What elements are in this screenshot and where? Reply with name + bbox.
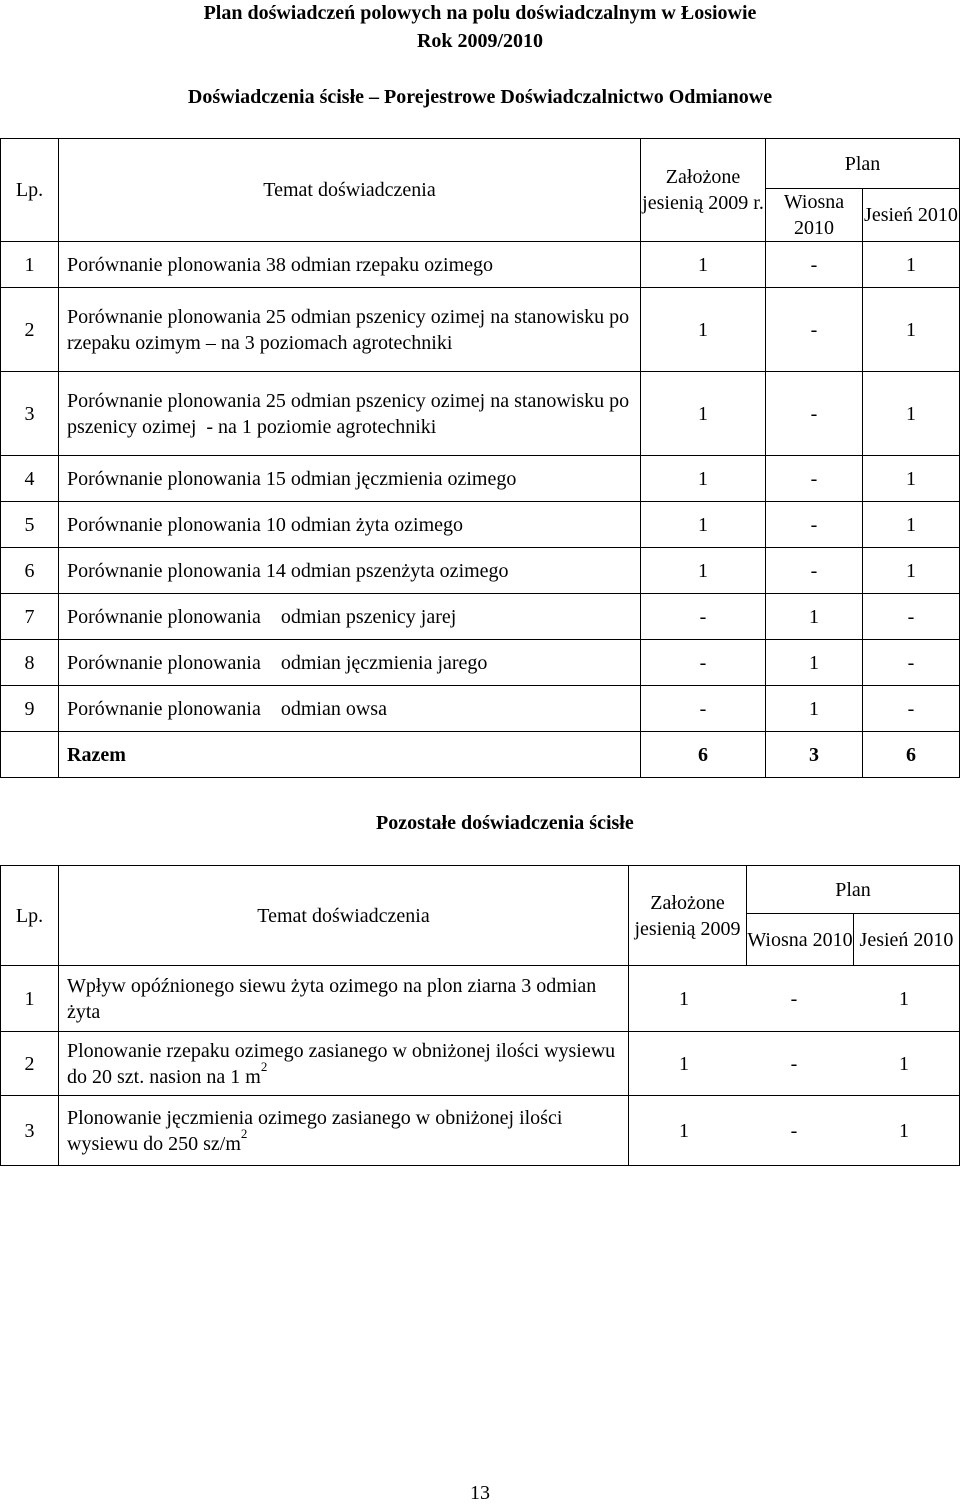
table-header-row (1, 139, 960, 189)
row-jesien: 1 (863, 502, 960, 548)
row2-jesien: 1 (898, 987, 909, 1010)
header2-wiosna: Wiosna 2010 (747, 914, 854, 966)
row-topic: Porównanie plonowania 38 odmian rzepaku ozimego (59, 242, 641, 288)
total-row (1, 732, 960, 778)
table-row (1, 640, 960, 686)
row-topic: Porównanie plonowania odmian owsa (59, 686, 641, 732)
row-wiosna: 1 (766, 640, 863, 686)
header-plan: Plan (766, 139, 960, 189)
row2-zalozone: 1 (678, 1119, 689, 1142)
header-wiosna: Wiosna 2010 (766, 189, 863, 242)
row2-topic: Plonowanie rzepaku ozimego zasianego w obniżonej ilości wysiewu do 20 szt. nasion na 1 m (67, 1039, 616, 1088)
table2-row (1, 1096, 960, 1166)
row2-topic: Plonowanie jęczmienia ozimego zasianego w obniżonej ilości wysiewu do 250 sz/m (67, 1106, 563, 1155)
row-jesien: - (863, 640, 960, 686)
row-lp: 2 (1, 288, 59, 372)
row-lp: 1 (1, 242, 59, 288)
row-jesien: - (863, 594, 960, 640)
row-topic: Porównanie plonowania 25 odmian pszenicy ozimej na stanowisku po pszenicy ozimej - na 1 poziomie agrotechniki (59, 372, 641, 456)
row-wiosna: - (766, 242, 863, 288)
row-zalozone: 1 (641, 242, 766, 288)
row-zalozone: - (641, 686, 766, 732)
header2-lp: Lp. (1, 866, 59, 966)
row-wiosna: - (766, 548, 863, 594)
table-row (1, 594, 960, 640)
row-zalozone: 1 (641, 288, 766, 372)
row-lp: 5 (1, 502, 59, 548)
page-number: 13 (470, 1482, 490, 1504)
table-row (1, 686, 960, 732)
row2-jesien: 1 (898, 1052, 909, 1075)
row-zalozone: 1 (641, 548, 766, 594)
total-label: Razem (59, 732, 641, 778)
row-wiosna: - (766, 288, 863, 372)
header-zalozone: Założone jesienią 2009 r. (641, 139, 766, 242)
total-zalozone: 6 (641, 732, 766, 778)
row-lp: 3 (1, 372, 59, 456)
row2-wiosna: - (790, 1052, 798, 1075)
header-topic: Temat doświadczenia (59, 139, 641, 242)
row2-superscript: 2 (260, 1058, 268, 1074)
total-blank (1, 732, 59, 778)
total-wiosna: 3 (766, 732, 863, 778)
row-topic: Porównanie plonowania 14 odmian pszenżyta ozimego (59, 548, 641, 594)
row-topic: Porównanie plonowania odmian pszenicy jarej (59, 594, 641, 640)
row2-lp: 2 (1, 1032, 59, 1096)
table-row (1, 242, 960, 288)
table-row (1, 372, 960, 456)
row-zalozone: 1 (641, 456, 766, 502)
row-lp: 9 (1, 686, 59, 732)
row2-zalozone: 1 (678, 1052, 689, 1075)
header2-zalozone: Założone jesienią 2009 (629, 866, 747, 966)
row-jesien: 1 (863, 372, 960, 456)
row-jesien: 1 (863, 456, 960, 502)
table2-header-row (1, 866, 960, 914)
header2-topic: Temat doświadczenia (59, 866, 629, 966)
header2-plan: Plan (747, 866, 960, 914)
row-jesien: 1 (863, 288, 960, 372)
row2-wiosna: - (790, 987, 798, 1010)
row-wiosna: - (766, 372, 863, 456)
table2-row (1, 1032, 960, 1096)
row-topic: Porównanie plonowania 25 odmian pszenicy ozimej na stanowisku po rzepaku ozimym – na 3 poziomach agrotechniki (59, 288, 641, 372)
document-year: Rok 2009/2010 (416, 30, 544, 52)
row-wiosna: 1 (766, 686, 863, 732)
row-jesien: - (863, 686, 960, 732)
section2-title: Pozostałe doświadczenia ścisłe (376, 812, 634, 834)
row2-plan-values (629, 1096, 960, 1166)
row-lp: 8 (1, 640, 59, 686)
table-row (1, 288, 960, 372)
row2-jesien: 1 (898, 1119, 909, 1142)
header-lp: Lp. (1, 139, 59, 242)
document-title: Plan doświadczeń polowych na polu doświadczalnym w Łosiowie (203, 2, 757, 24)
row-lp: 6 (1, 548, 59, 594)
row2-plan-values (629, 966, 960, 1032)
row2-topic-cell (59, 1096, 629, 1166)
other-experiments-table (0, 865, 960, 1166)
experiments-table (0, 138, 960, 778)
row2-plan-values (629, 1032, 960, 1096)
table-row (1, 502, 960, 548)
row2-topic: Wpływ opóźnionego siewu żyta ozimego na plon ziarna 3 odmian żyta (67, 974, 597, 1023)
row2-topic-cell (59, 1032, 629, 1096)
row2-zalozone: 1 (678, 987, 689, 1010)
table-row (1, 548, 960, 594)
row-wiosna: - (766, 502, 863, 548)
table-row (1, 456, 960, 502)
row-zalozone: 1 (641, 502, 766, 548)
row2-lp: 1 (1, 966, 59, 1032)
row2-topic-cell (59, 966, 629, 1032)
row2-lp: 3 (1, 1096, 59, 1166)
row-topic: Porównanie plonowania odmian jęczmienia jarego (59, 640, 641, 686)
row-jesien: 1 (863, 242, 960, 288)
row-zalozone: 1 (641, 372, 766, 456)
row-topic: Porównanie plonowania 10 odmian żyta ozimego (59, 502, 641, 548)
row2-superscript: 2 (240, 1125, 248, 1141)
row-wiosna: - (766, 456, 863, 502)
row-topic: Porównanie plonowania 15 odmian jęczmienia ozimego (59, 456, 641, 502)
row2-wiosna: - (790, 1119, 798, 1142)
header2-jesien: Jesień 2010 (854, 914, 960, 966)
header-jesien: Jesień 2010 (863, 189, 960, 242)
table2-row (1, 966, 960, 1032)
row-lp: 4 (1, 456, 59, 502)
total-jesien: 6 (863, 732, 960, 778)
row-wiosna: 1 (766, 594, 863, 640)
row-jesien: 1 (863, 548, 960, 594)
section-title: Doświadczenia ścisłe – Porejestrowe Doświadczalnictwo Odmianowe (187, 86, 773, 108)
row-zalozone: - (641, 594, 766, 640)
row-lp: 7 (1, 594, 59, 640)
row-zalozone: - (641, 640, 766, 686)
